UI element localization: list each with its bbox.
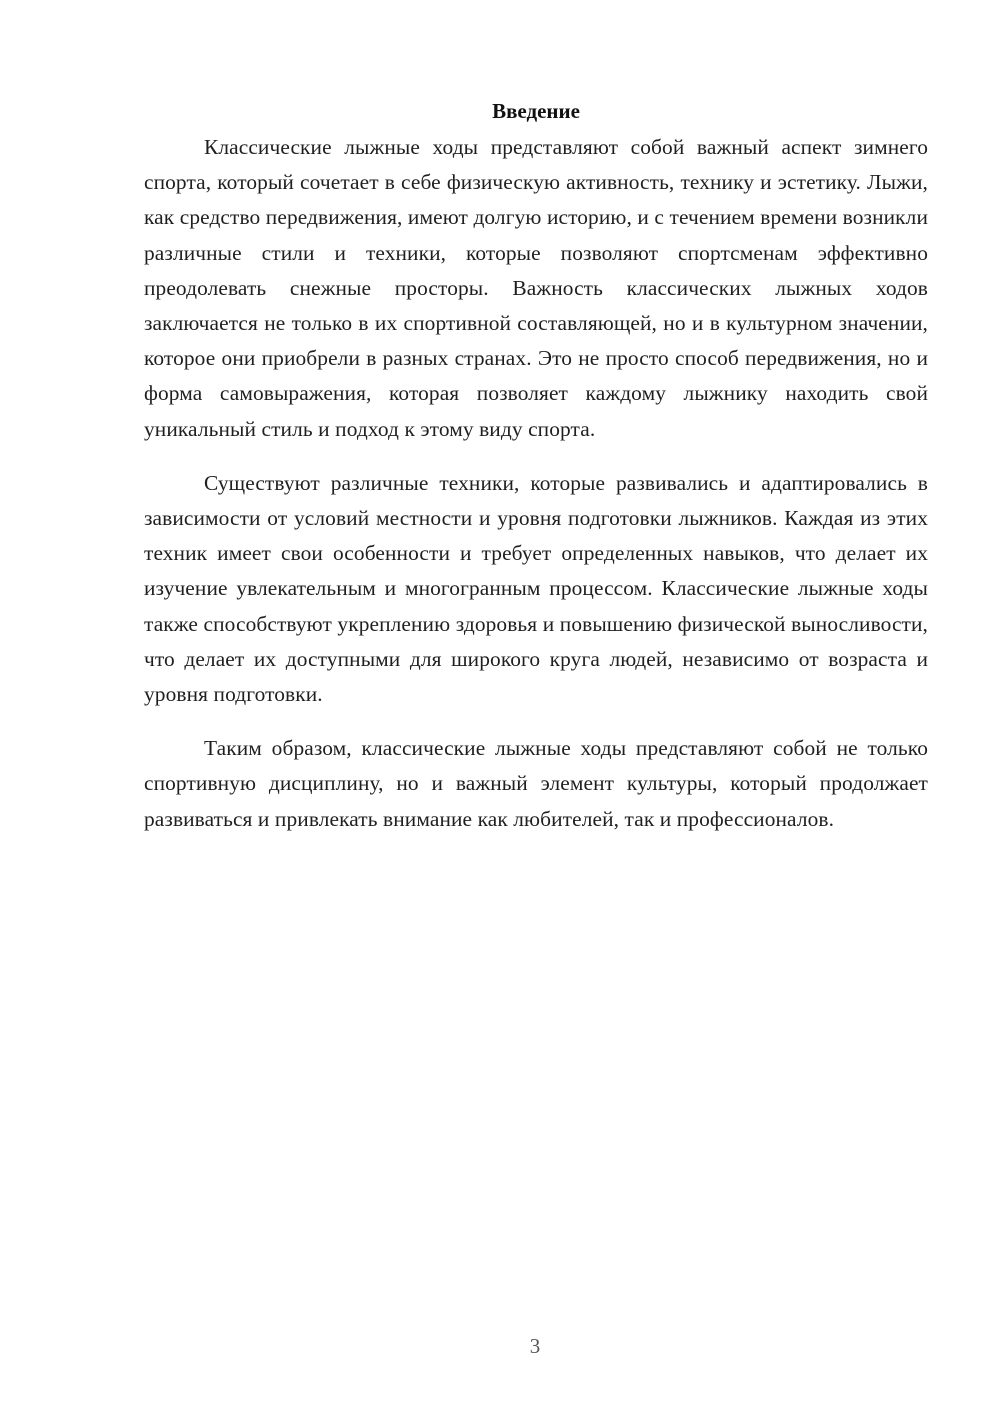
paragraph-2: Существуют различные техники, которые развивались и адаптировались в зависимости от условий местности и уровня подготовки лыжников. Каждая из этих техник имеет свои особенности и требует определенных навыков, что делает их изучение увлекательным и многогранным процессом. Классические лыжные ходы также способствуют укреплению здоровья и повышению физической выносливости, что делает их доступными для широкого круга людей, независимо от возраста и уровня подготовки. xyxy=(144,470,928,707)
paragraph-3: Таким образом, классические лыжные ходы представляют собой не только спортивную дисциплину, но и важный элемент культуры, который продолжает развиваться и привлекать внимание как любителей, так и профессионалов. xyxy=(144,736,928,831)
page-content xyxy=(144,96,928,856)
page-number: 3 xyxy=(529,1334,541,1358)
section-title: Введение xyxy=(492,99,580,123)
paragraph-1: Классические лыжные ходы представляют собой важный аспект зимнего спорта, который сочетает в себе физическую активность, технику и эстетику. Лыжи, как средство передвижения, имеют долгую историю, и с течением времени возникли различные стили и техники, которые позволяют спортсменам эффективно преодолевать снежные просторы. Важность классических лыжных ходов заключается не только в их спортивной составляющей, но и в культурном значении, которое они приобрели в разных странах. Это не просто способ передвижения, но и форма самовыражения, которая позволяет каждому лыжнику находить свой уникальный стиль и подход к этому виду спорта. xyxy=(144,135,928,441)
